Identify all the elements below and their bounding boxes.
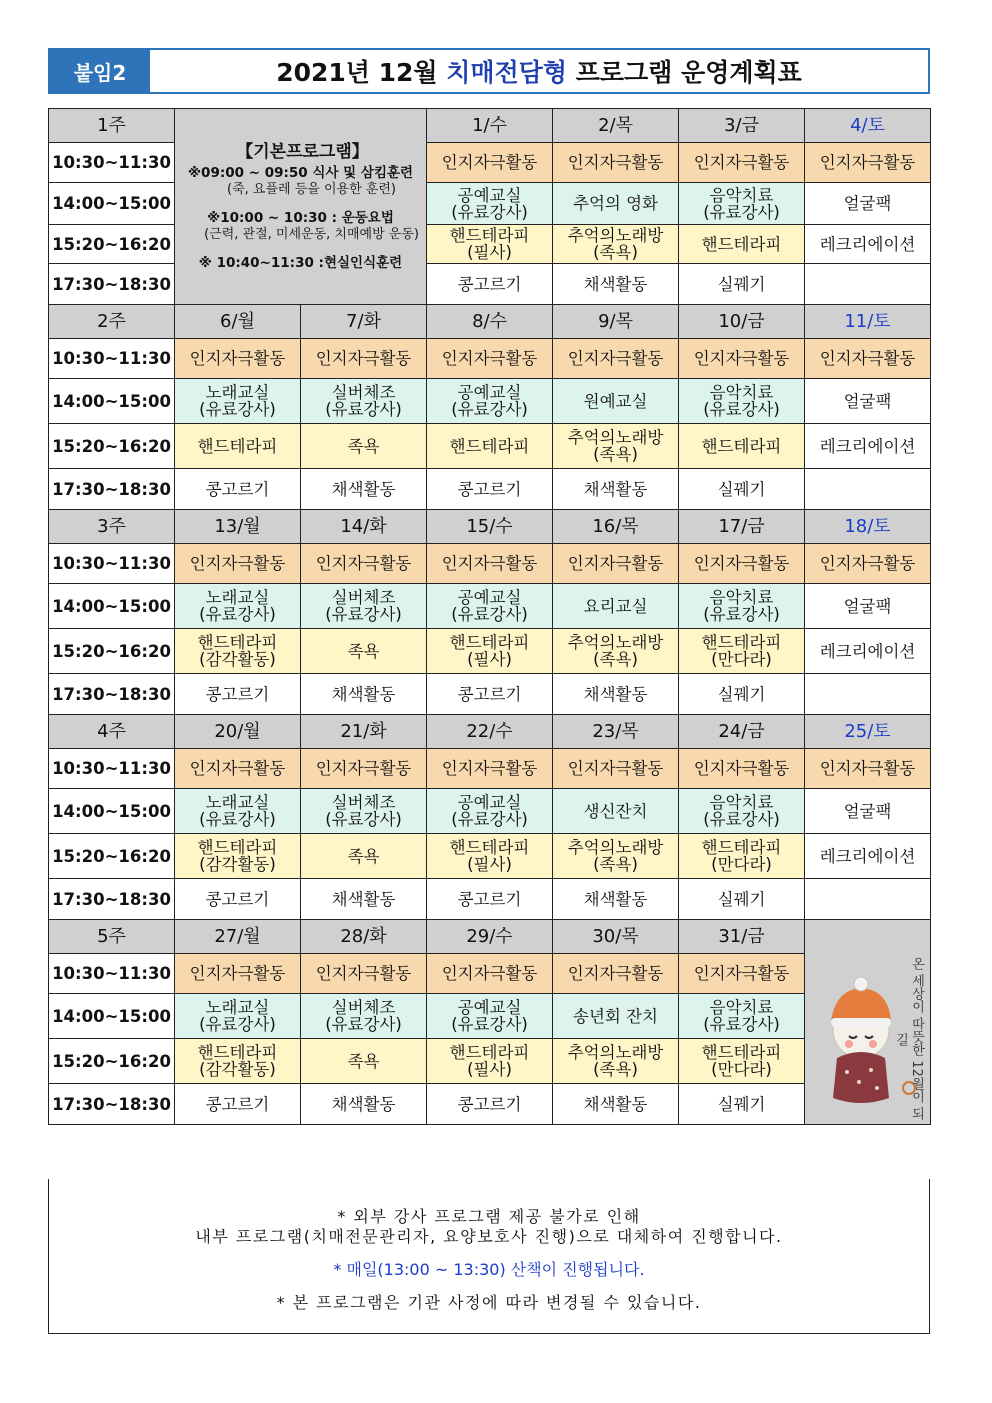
activity-cell: 인지자극활동 <box>679 749 805 789</box>
week-label: 5주 <box>49 920 175 954</box>
time-slot: 10:30~11:30 <box>49 749 175 789</box>
basic-program-title: 【기본프로그램】 <box>236 141 369 162</box>
time-slot: 14:00~15:00 <box>49 789 175 834</box>
activity-cell: 채색활동 <box>301 674 427 715</box>
time-slot: 17:30~18:30 <box>49 264 175 305</box>
activity-cell: 실버체조 (유료강사) <box>301 789 427 834</box>
activity-cell: 실꿰기 <box>679 879 805 920</box>
activity-cell: 인지자극활동 <box>805 544 931 584</box>
day-header: 17/금 <box>679 510 805 544</box>
activity-cell: 인지자극활동 <box>553 143 679 183</box>
activity-cell: 핸드테라피 <box>679 424 805 469</box>
activity-cell: 인지자극활동 <box>679 339 805 379</box>
week-header-row <box>49 510 931 544</box>
activity-cell: 핸드테라피 (감각활동) <box>175 629 301 674</box>
activity-cell: 인지자극활동 <box>679 143 805 183</box>
activity-cell: 얼굴팩 <box>805 789 931 834</box>
greeting-illustration <box>805 920 931 1125</box>
activity-cell: 인지자극활동 <box>175 749 301 789</box>
basic-program-box <box>175 109 427 305</box>
activity-cell: 실꿰기 <box>679 264 805 305</box>
title-bar <box>48 48 930 94</box>
activity-cell: 송년회 잔치 <box>553 994 679 1039</box>
activity-cell: 핸드테라피 (필사) <box>427 1039 553 1084</box>
activity-cell: 레크리에이션 <box>805 629 931 674</box>
basic-program-sub: (근력, 관절, 미세운동, 치매예방 운동) <box>204 226 419 242</box>
activity-cell: 핸드테라피 (감각활동) <box>175 1039 301 1084</box>
day-header: 31/금 <box>679 920 805 954</box>
activity-cell: 핸드테라피 <box>427 424 553 469</box>
basic-program-line: ※10:00 ~ 10:30 : 운동요법 <box>207 209 394 226</box>
activity-cell: 공예교실 (유료강사) <box>427 379 553 424</box>
activity-cell: 공예교실 (유료강사) <box>427 994 553 1039</box>
activity-cell: 레크리에이션 <box>805 225 931 264</box>
activity-cell: 족욕 <box>301 1039 427 1084</box>
day-header: 2/목 <box>553 109 679 143</box>
time-slot-row <box>49 469 931 510</box>
activity-cell: 콩고르기 <box>175 674 301 715</box>
activity-cell: 추억의 영화 <box>553 183 679 225</box>
week-header-row <box>49 109 931 143</box>
activity-cell: 채색활동 <box>301 879 427 920</box>
activity-cell: 콩고르기 <box>175 469 301 510</box>
day-header: 18/토 <box>805 510 931 544</box>
activity-cell: 음악치료 (유료강사) <box>679 994 805 1039</box>
activity-cell: 핸드테라피 (필사) <box>427 834 553 879</box>
activity-cell: 추억의노래방 (족욕) <box>553 834 679 879</box>
activity-cell: 인지자극활동 <box>301 954 427 994</box>
week-header-row <box>49 305 931 339</box>
day-header: 30/목 <box>553 920 679 954</box>
activity-cell <box>805 264 931 305</box>
activity-cell: 인지자극활동 <box>805 143 931 183</box>
activity-cell: 생신잔치 <box>553 789 679 834</box>
activity-cell: 족욕 <box>301 629 427 674</box>
activity-cell: 레크리에이션 <box>805 834 931 879</box>
activity-cell: 인지자극활동 <box>805 749 931 789</box>
activity-cell: 인지자극활동 <box>679 954 805 994</box>
activity-cell <box>805 674 931 715</box>
activity-cell: 인지자극활동 <box>553 339 679 379</box>
activity-cell: 실꿰기 <box>679 1084 805 1125</box>
activity-cell: 음악치료 (유료강사) <box>679 379 805 424</box>
activity-cell: 채색활동 <box>553 469 679 510</box>
activity-cell: 음악치료 (유료강사) <box>679 183 805 225</box>
time-slot: 10:30~11:30 <box>49 544 175 584</box>
activity-cell: 실버체조 (유료강사) <box>301 994 427 1039</box>
activity-cell: 콩고르기 <box>427 879 553 920</box>
time-slot: 15:20~16:20 <box>49 834 175 879</box>
activity-cell: 원예교실 <box>553 379 679 424</box>
activity-cell: 콩고르기 <box>427 469 553 510</box>
time-slot-row <box>49 674 931 715</box>
activity-cell: 콩고르기 <box>427 1084 553 1125</box>
activity-cell: 족욕 <box>301 834 427 879</box>
time-slot: 10:30~11:30 <box>49 143 175 183</box>
activity-cell: 실버체조 (유료강사) <box>301 584 427 629</box>
activity-cell: 채색활동 <box>553 879 679 920</box>
week-label: 3주 <box>49 510 175 544</box>
activity-cell: 얼굴팩 <box>805 183 931 225</box>
basic-program-sub: (죽, 요플레 등을 이용한 훈련) <box>227 181 396 197</box>
time-slot-row <box>49 879 931 920</box>
day-header: 7/화 <box>301 305 427 339</box>
week-header-row <box>49 920 931 954</box>
activity-cell: 콩고르기 <box>175 879 301 920</box>
activity-cell: 인지자극활동 <box>301 339 427 379</box>
day-header: 10/금 <box>679 305 805 339</box>
schedule-table <box>48 108 931 1125</box>
day-header: 22/수 <box>427 715 553 749</box>
day-header: 21/화 <box>301 715 427 749</box>
activity-cell: 채색활동 <box>553 674 679 715</box>
time-slot-row <box>49 339 931 379</box>
activity-cell: 채색활동 <box>553 264 679 305</box>
day-header: 9/목 <box>553 305 679 339</box>
time-slot-row <box>49 994 931 1039</box>
day-header: 8/수 <box>427 305 553 339</box>
day-header: 11/토 <box>805 305 931 339</box>
time-slot: 10:30~11:30 <box>49 339 175 379</box>
day-header: 15/수 <box>427 510 553 544</box>
activity-cell: 요리교실 <box>553 584 679 629</box>
activity-cell: 핸드테라피 (만다라) <box>679 834 805 879</box>
activity-cell: 인지자극활동 <box>553 954 679 994</box>
activity-cell: 핸드테라피 <box>679 225 805 264</box>
basic-program-line: ※09:00 ~ 09:50 식사 및 삼킴훈련 <box>187 164 414 181</box>
note-daily-walk: * 매일(13:00 ~ 13:30) 산책이 진행됩니다. <box>333 1260 645 1279</box>
time-slot-row <box>49 749 931 789</box>
day-header: 28/화 <box>301 920 427 954</box>
time-slot: 15:20~16:20 <box>49 424 175 469</box>
week-label: 1주 <box>49 109 175 143</box>
activity-cell: 추억의노래방 (족욕) <box>553 629 679 674</box>
note-subject-to-change: * 본 프로그램은 기관 사정에 따라 변경될 수 있습니다. <box>276 1293 702 1312</box>
activity-cell: 인지자극활동 <box>427 749 553 789</box>
day-header: 29/수 <box>427 920 553 954</box>
activity-cell: 채색활동 <box>301 469 427 510</box>
day-header: 14/화 <box>301 510 427 544</box>
time-slot-row <box>49 1039 931 1084</box>
time-slot-row <box>49 424 931 469</box>
time-slot: 15:20~16:20 <box>49 225 175 264</box>
activity-cell: 얼굴팩 <box>805 379 931 424</box>
time-slot: 15:20~16:20 <box>49 1039 175 1084</box>
activity-cell: 핸드테라피 (감각활동) <box>175 834 301 879</box>
activity-cell: 콩고르기 <box>427 674 553 715</box>
time-slot-row <box>49 954 931 994</box>
title-highlight: 치매전담형 <box>446 58 568 87</box>
time-slot: 17:30~18:30 <box>49 674 175 715</box>
time-slot: 17:30~18:30 <box>49 1084 175 1125</box>
activity-cell: 인지자극활동 <box>175 954 301 994</box>
time-slot-row <box>49 1084 931 1125</box>
activity-cell: 콩고르기 <box>427 264 553 305</box>
activity-cell: 인지자극활동 <box>301 544 427 584</box>
activity-cell: 족욕 <box>301 424 427 469</box>
activity-cell: 공예교실 (유료강사) <box>427 789 553 834</box>
day-header: 23/목 <box>553 715 679 749</box>
day-header: 20/월 <box>175 715 301 749</box>
note-external-instructor: * 외부 강사 프로그램 제공 불가로 인해 <box>337 1207 641 1226</box>
activity-cell <box>805 469 931 510</box>
day-header: 6/월 <box>175 305 301 339</box>
activity-cell: 핸드테라피 (필사) <box>427 629 553 674</box>
activity-cell: 실버체조 (유료강사) <box>301 379 427 424</box>
activity-cell: 핸드테라피 (만다라) <box>679 1039 805 1084</box>
activity-cell: 추억의노래방 (족욕) <box>553 424 679 469</box>
activity-cell: 인지자극활동 <box>553 749 679 789</box>
activity-cell: 채색활동 <box>301 1084 427 1125</box>
activity-cell: 인지자극활동 <box>427 143 553 183</box>
spacer <box>175 198 426 210</box>
document-title: 2021년 12월 치매전담형 프로그램 운영계획표 <box>150 50 928 92</box>
activity-cell: 레크리에이션 <box>805 424 931 469</box>
activity-cell: 음악치료 (유료강사) <box>679 584 805 629</box>
activity-cell: 실꿰기 <box>679 469 805 510</box>
attachment-label: 붙임2 <box>50 50 150 92</box>
time-slot-row <box>49 629 931 674</box>
day-header: 25/토 <box>805 715 931 749</box>
activity-cell: 공예교실 (유료강사) <box>427 584 553 629</box>
activity-cell: 노래교실 (유료강사) <box>175 379 301 424</box>
activity-cell: 인지자극활동 <box>427 339 553 379</box>
time-slot-row <box>49 379 931 424</box>
time-slot-row <box>49 789 931 834</box>
activity-cell: 얼굴팩 <box>805 584 931 629</box>
time-slot-row <box>49 544 931 584</box>
time-slot: 14:00~15:00 <box>49 994 175 1039</box>
activity-cell: 추억의노래방 (족욕) <box>553 225 679 264</box>
day-header: 16/목 <box>553 510 679 544</box>
activity-cell: 채색활동 <box>553 1084 679 1125</box>
time-slot: 14:00~15:00 <box>49 183 175 225</box>
day-header: 1/수 <box>427 109 553 143</box>
activity-cell: 콩고르기 <box>175 1084 301 1125</box>
activity-cell: 핸드테라피 <box>175 424 301 469</box>
day-header: 13/월 <box>175 510 301 544</box>
activity-cell: 노래교실 (유료강사) <box>175 994 301 1039</box>
basic-program-line: ※ 10:40~11:30 :현실인식훈련 <box>198 254 403 271</box>
activity-cell: 공예교실 (유료강사) <box>427 183 553 225</box>
time-slot: 14:00~15:00 <box>49 584 175 629</box>
activity-cell: 핸드테라피 (만다라) <box>679 629 805 674</box>
activity-cell: 인지자극활동 <box>175 339 301 379</box>
week-header-row <box>49 715 931 749</box>
activity-cell: 인지자극활동 <box>679 544 805 584</box>
activity-cell: 노래교실 (유료강사) <box>175 789 301 834</box>
activity-cell: 실꿰기 <box>679 674 805 715</box>
time-slot-row <box>49 584 931 629</box>
day-header: 27/월 <box>175 920 301 954</box>
activity-cell: 음악치료 (유료강사) <box>679 789 805 834</box>
activity-cell: 추억의노래방 (족욕) <box>553 1039 679 1084</box>
week-label: 4주 <box>49 715 175 749</box>
spacer <box>175 243 426 255</box>
time-slot: 10:30~11:30 <box>49 954 175 994</box>
activity-cell: 노래교실 (유료강사) <box>175 584 301 629</box>
activity-cell: 인지자극활동 <box>805 339 931 379</box>
note-internal-replacement: 내부 프로그램(치매전문관리자, 요양보호사 진행)으로 대체하여 진행합니다. <box>195 1227 783 1246</box>
activity-cell: 인지자극활동 <box>553 544 679 584</box>
activity-cell: 인지자극활동 <box>427 954 553 994</box>
activity-cell: 인지자극활동 <box>175 544 301 584</box>
day-header: 4/토 <box>805 109 931 143</box>
time-slot: 17:30~18:30 <box>49 879 175 920</box>
time-slot-row <box>49 834 931 879</box>
day-header: 24/금 <box>679 715 805 749</box>
day-header: 3/금 <box>679 109 805 143</box>
time-slot: 15:20~16:20 <box>49 629 175 674</box>
activity-cell <box>805 879 931 920</box>
greeting-handwriting: 온 세상이 따뜻한 12월이 되길 <box>893 957 925 1121</box>
activity-cell: 인지자극활동 <box>427 544 553 584</box>
week-label: 2주 <box>49 305 175 339</box>
time-slot: 14:00~15:00 <box>49 379 175 424</box>
notes-section <box>48 1179 930 1334</box>
activity-cell: 핸드테라피 (필사) <box>427 225 553 264</box>
activity-cell: 인지자극활동 <box>301 749 427 789</box>
time-slot: 17:30~18:30 <box>49 469 175 510</box>
